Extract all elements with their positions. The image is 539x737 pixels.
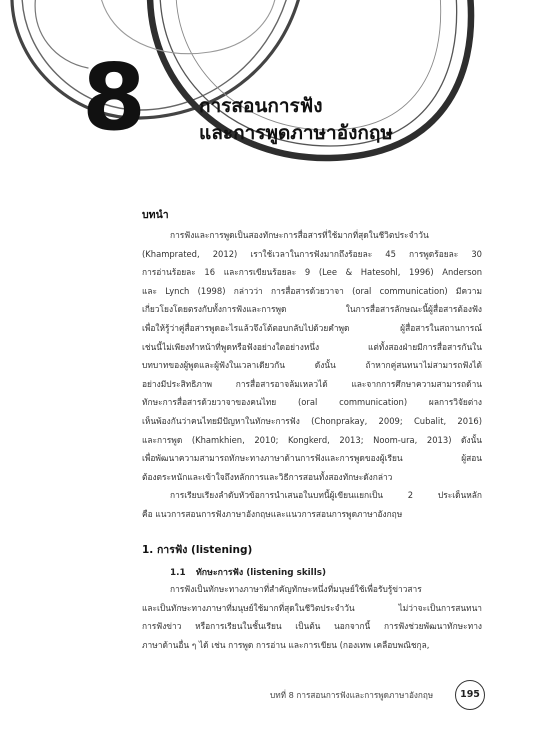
chapter-title (199, 93, 393, 147)
paragraph-line: อย่างมีประสิทธิภาพ การสื่อสารอาจล้มเหลวได้ และจากการศึกษาความสามารถด้าน (142, 378, 482, 389)
page-number: 195 (460, 689, 480, 700)
chapter-title-line-2: และการพูดภาษาอังกฤษ (199, 122, 393, 144)
intro-paragraph (142, 226, 482, 486)
intro-heading: บทนำ (142, 209, 169, 221)
chapter-title-line-1: การสอนการฟัง (199, 95, 323, 117)
paragraph-line: การฟังและการพูดเป็นสองทักษะการสื่อสารที่ใช้มากที่สุดในชีวิตประจำวัน (170, 230, 429, 240)
paragraph-line: (Khamprated, 2012) เราใช้เวลาในการฟังมากถึงร้อยละ 45 การพูดร้อยละ 30 (142, 248, 482, 259)
subsection-1-1-heading (170, 565, 326, 579)
subsection-title: ทักษะการฟัง (listening skills) (196, 568, 326, 578)
section-1-heading: 1. การฟัง (listening) (142, 544, 253, 556)
paragraph-line: การอ่านร้อยละ 16 และการเขียนร้อยละ 9 (Lee & Hatesohl, 1996) Anderson (142, 267, 482, 278)
paragraph-line: การฟังเป็นทักษะทางภาษาที่สำคัญทักษะหนึ่งที่มนุษย์ใช้เพื่อรับรู้ข่าวสาร (170, 584, 422, 594)
paragraph-line: ต้องตระหนักและเข้าใจถึงหลักการและวิธีการสอนทั้งสองทักษะดังกล่าว (142, 471, 393, 482)
chapter-number: 8 (82, 44, 145, 151)
listening-paragraph (142, 580, 482, 654)
paragraph-line: ภาษาด้านอื่น ๆ ได้ เช่น การพูด การอ่าน และการเขียน (กองเทพ เคลือบพณิชกุล, (142, 639, 430, 650)
paragraph-line: คือ แนวการสอนการฟังภาษาอังกฤษและแนวการสอนการพูดภาษาอังกฤษ (142, 508, 403, 519)
paragraph-line: เห็นพ้องกันว่าคนไทยมีปัญหาในทักษะการฟัง (Chonprakay, 2009; Cubalit, 2016) (142, 415, 482, 426)
paragraph-line: และ Lynch (1998) กล่าวว่า การสื่อสารด้วยวาจา (oral communication) มีความ (142, 285, 482, 296)
paragraph-line: เพื่อพัฒนาความสามารถทักษะทางภาษาด้านการฟังและการพูดของผู้เรียน ผู้สอน (142, 453, 482, 464)
paragraph-line: เพื่อให้รู้ว่าคู่สื่อสารพูดอะไรแล้วจึงโต้ตอบกลับไปด้วยคำพูด ผู้สื่อสารในสถานการณ์ (142, 322, 482, 333)
decorative-rings-graphic (0, 0, 539, 180)
paragraph-line: การฟังข่าว หรือการเรียนในชั้นเรียน เป็นต้น นอกจากนี้ การฟังช่วยพัฒนาทักษะทาง (142, 621, 482, 632)
running-footer-title: บทที่ 8 การสอนการฟังและการพูดภาษาอังกฤษ (270, 690, 434, 700)
paragraph-line: และการพูด (Khamkhien, 2010; Kongkerd, 2013; Noom-ura, 2013) ดังนั้น (142, 434, 482, 445)
order-paragraph (142, 486, 482, 523)
paragraph-line: และเป็นทักษะทางภาษาที่มนุษย์ใช้มากที่สุดในชีวิตประจำวัน ไม่ว่าจะเป็นการสนทนา (142, 602, 482, 613)
paragraph-line: บทบาทของผู้พูดและผู้ฟังในเวลาเดียวกัน ดังนั้น ถ้าหากคู่สนทนาไม่สามารถฟังได้ (142, 360, 482, 371)
paragraph-line: เกี่ยวโยงโดยตรงกับทั้งการฟังและการพูด ในการสื่อสารลักษณะนี้ผู้สื่อสารต้องฟัง (142, 304, 482, 315)
paragraph-line: ทักษะการสื่อสารด้วยวาจาของคนไทย (oral communication) ผลการวิจัยต่าง (142, 397, 482, 408)
paragraph-line: เช่นนี้ไม่เพียงทำหน้าที่พูดหรือฟังอย่างใดอย่างหนึ่ง แต่ทั้งสองฝ่ายมีการสื่อสารกันใน (142, 341, 482, 352)
subsection-number: 1.1 (170, 568, 186, 578)
paragraph-line: การเรียบเรียงลำดับหัวข้อการนำเสนอในบทนี้ผู้เขียนแยกเป็น 2 ประเด็นหลัก (170, 490, 482, 500)
